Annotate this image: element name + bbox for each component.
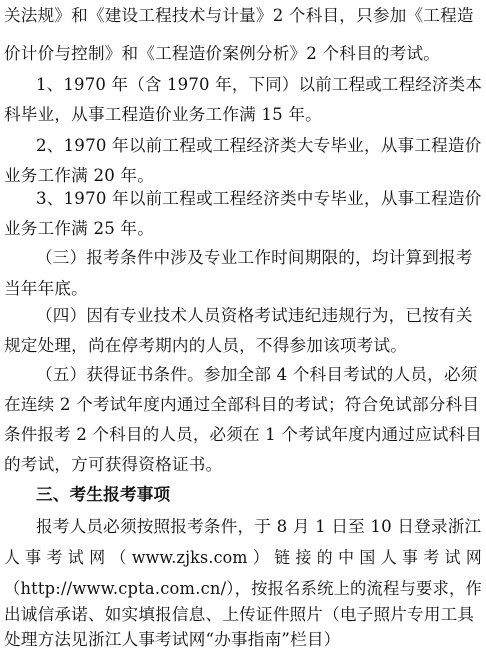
text-line: 价计价与控制》和《工程造价案例分析》2 个科目的考试。 (4, 44, 441, 63)
text-line: 当年年底。 (4, 279, 88, 298)
text-line: 处理方法见浙江人事考试网“办事指南”栏目） (4, 630, 341, 649)
text-line: 出诚信承诺、如实填报信息、上传证件照片（电子照片专用工具 (4, 605, 475, 624)
text-line: 在连续 2 个考试年度内通过全部科目的考试；符合免试部分科目 (4, 395, 480, 414)
text-line: 关法规》和《建设工程技术与计量》2 个科目，只参加《工程造 (4, 6, 474, 25)
text-line: 规定处理，尚在停考期内的人员，不得参加该项考试。 (4, 336, 408, 355)
text-line: 科毕业，从事工程造价业务工作满 15 年。 (4, 105, 322, 124)
text-line: 的考试，方可获得资格证书。 (4, 455, 223, 474)
section-heading: 三、考生报考事项 (36, 484, 171, 504)
text-line: 业务工作满 20 年。 (4, 166, 155, 185)
text-line: 1、1970 年（含 1970 年，下同）以前工程或工程经济类本 (36, 75, 482, 94)
text-line: 3、1970 年以前工程或工程经济类中专毕业，从事工程造价 (36, 189, 482, 208)
text-line: （五）获得证书条件。参加全部 4 个科目考试的人员，必须 (36, 365, 478, 384)
text-line: 条件报考 2 个科目的人员，必须在 1 个考试年度内通过应试科目 (4, 425, 482, 444)
text-line: 人 事 考 试 网 （ www.zjks.com ） 链 接 的 中 国 人 事 考 试 网 (4, 548, 482, 567)
text-line: （三）报考条件中涉及专业工作时间期限的，均计算到报考 (36, 248, 473, 267)
text-line: （四）因有专业技术人员资格考试违纪违规行为，已按有关 (36, 306, 473, 325)
text-line: 报考人员必须按照报考条件，于 8 月 1 日至 10 日登录浙江 (36, 517, 482, 536)
text-line: （http://www.cpta.com.cn/），按报名系统上的流程与要求，作 (4, 579, 482, 598)
text-line: 业务工作满 25 年。 (4, 219, 155, 238)
text-line: 2、1970 年以前工程或工程经济类大专毕业，从事工程造价 (36, 136, 482, 155)
